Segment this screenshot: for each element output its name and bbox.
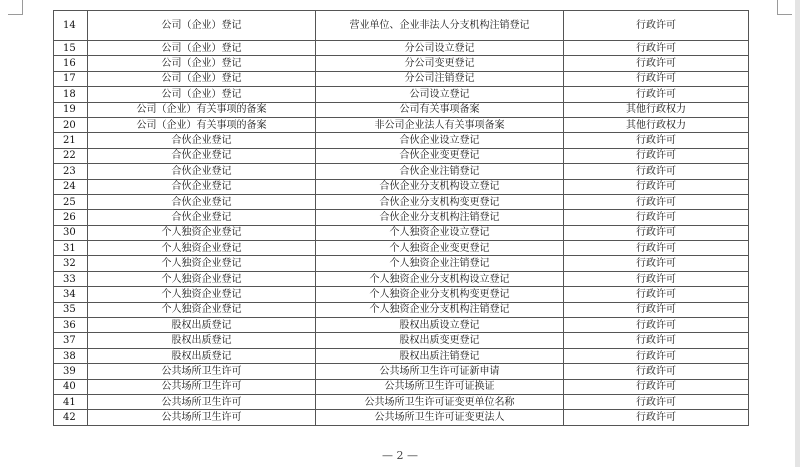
table-row <box>54 333 749 348</box>
row-number-cell: 32 <box>54 256 88 271</box>
category-cell: 合伙企业登记 <box>88 133 316 148</box>
item-name-cell: 公共场所卫生许可证新申请 <box>316 364 564 379</box>
item-name-cell: 股权出质注销登记 <box>316 348 564 363</box>
category-cell: 公司（企业）登记 <box>88 87 316 102</box>
row-number-cell: 14 <box>54 11 88 41</box>
item-name-cell: 公共场所卫生许可证变更法人 <box>316 410 564 425</box>
item-name-cell: 股权出质设立登记 <box>316 318 564 333</box>
item-name-cell: 公司有关事项备案 <box>316 102 564 117</box>
category-cell: 合伙企业登记 <box>88 179 316 194</box>
row-number-cell: 18 <box>54 87 88 102</box>
row-number-cell: 24 <box>54 179 88 194</box>
power-type-cell: 行政许可 <box>564 11 749 41</box>
item-name-cell: 股权出质变更登记 <box>316 333 564 348</box>
page-corner-mark-right <box>777 0 792 15</box>
table-row <box>54 164 749 179</box>
table-row <box>54 71 749 86</box>
row-number-cell: 25 <box>54 194 88 209</box>
category-cell: 股权出质登记 <box>88 318 316 333</box>
table-body <box>54 11 749 426</box>
power-type-cell: 行政许可 <box>564 287 749 302</box>
table-row <box>54 56 749 71</box>
row-number-cell: 35 <box>54 302 88 317</box>
table-row <box>54 102 749 117</box>
category-cell: 股权出质登记 <box>88 348 316 363</box>
row-number-cell: 15 <box>54 41 88 56</box>
row-number-cell: 26 <box>54 210 88 225</box>
table-row <box>54 241 749 256</box>
category-cell: 合伙企业登记 <box>88 148 316 163</box>
table-row <box>54 256 749 271</box>
row-number-cell: 38 <box>54 348 88 363</box>
power-type-cell: 行政许可 <box>564 271 749 286</box>
row-number-cell: 23 <box>54 164 88 179</box>
item-name-cell: 个人独资企业分支机构变更登记 <box>316 287 564 302</box>
table-row <box>54 148 749 163</box>
power-type-cell: 行政许可 <box>564 56 749 71</box>
row-number-cell: 22 <box>54 148 88 163</box>
row-number-cell: 20 <box>54 117 88 132</box>
category-cell: 个人独资企业登记 <box>88 225 316 240</box>
item-name-cell: 合伙企业分支机构设立登记 <box>316 179 564 194</box>
item-name-cell: 公共场所卫生许可证换证 <box>316 379 564 394</box>
power-type-cell: 行政许可 <box>564 210 749 225</box>
category-cell: 公共场所卫生许可 <box>88 379 316 394</box>
category-cell: 个人独资企业登记 <box>88 302 316 317</box>
power-type-cell: 行政许可 <box>564 241 749 256</box>
item-name-cell: 非公司企业法人有关事项备案 <box>316 117 564 132</box>
item-name-cell: 公共场所卫生许可证变更单位名称 <box>316 394 564 409</box>
category-cell: 公共场所卫生许可 <box>88 364 316 379</box>
table-row <box>54 41 749 56</box>
table-row <box>54 11 749 41</box>
power-type-cell: 行政许可 <box>564 87 749 102</box>
item-name-cell: 合伙企业分支机构变更登记 <box>316 194 564 209</box>
table-row <box>54 348 749 363</box>
table-row <box>54 87 749 102</box>
item-name-cell: 个人独资企业分支机构设立登记 <box>316 271 564 286</box>
table-row <box>54 394 749 409</box>
item-name-cell: 分公司注销登记 <box>316 71 564 86</box>
row-number-cell: 17 <box>54 71 88 86</box>
item-name-cell: 营业单位、企业非法人分支机构注销登记 <box>316 11 564 41</box>
power-type-cell: 行政许可 <box>564 133 749 148</box>
table-row <box>54 379 749 394</box>
item-name-cell: 个人独资企业分支机构注销登记 <box>316 302 564 317</box>
category-cell: 个人独资企业登记 <box>88 256 316 271</box>
category-cell: 公司（企业）登记 <box>88 71 316 86</box>
table-row <box>54 302 749 317</box>
row-number-cell: 19 <box>54 102 88 117</box>
item-name-cell: 合伙企业设立登记 <box>316 133 564 148</box>
power-type-cell: 行政许可 <box>564 348 749 363</box>
power-type-cell: 行政许可 <box>564 379 749 394</box>
category-cell: 个人独资企业登记 <box>88 241 316 256</box>
page-scroll-edge <box>795 0 800 467</box>
item-name-cell: 公司设立登记 <box>316 87 564 102</box>
row-number-cell: 31 <box>54 241 88 256</box>
power-type-cell: 行政许可 <box>564 194 749 209</box>
row-number-cell: 40 <box>54 379 88 394</box>
category-cell: 公司（企业）登记 <box>88 11 316 41</box>
power-type-cell: 行政许可 <box>564 318 749 333</box>
power-type-cell: 行政许可 <box>564 302 749 317</box>
category-cell: 合伙企业登记 <box>88 194 316 209</box>
category-cell: 公司（企业）登记 <box>88 41 316 56</box>
table-row <box>54 271 749 286</box>
power-type-cell: 行政许可 <box>564 364 749 379</box>
row-number-cell: 30 <box>54 225 88 240</box>
category-cell: 个人独资企业登记 <box>88 287 316 302</box>
table-row <box>54 364 749 379</box>
row-number-cell: 21 <box>54 133 88 148</box>
table-row <box>54 117 749 132</box>
page-corner-mark-left <box>8 0 23 15</box>
row-number-cell: 16 <box>54 56 88 71</box>
category-cell: 合伙企业登记 <box>88 164 316 179</box>
power-type-cell: 行政许可 <box>564 179 749 194</box>
table-row <box>54 194 749 209</box>
row-number-cell: 41 <box>54 394 88 409</box>
item-name-cell: 合伙企业变更登记 <box>316 148 564 163</box>
power-type-cell: 行政许可 <box>564 164 749 179</box>
registration-items-table <box>53 10 749 426</box>
row-number-cell: 36 <box>54 318 88 333</box>
row-number-cell: 33 <box>54 271 88 286</box>
power-type-cell: 行政许可 <box>564 410 749 425</box>
power-type-cell: 行政许可 <box>564 71 749 86</box>
item-name-cell: 分公司设立登记 <box>316 41 564 56</box>
item-name-cell: 个人独资企业变更登记 <box>316 241 564 256</box>
table-row <box>54 410 749 425</box>
power-type-cell: 行政许可 <box>564 41 749 56</box>
category-cell: 合伙企业登记 <box>88 210 316 225</box>
item-name-cell: 分公司变更登记 <box>316 56 564 71</box>
item-name-cell: 合伙企业分支机构注销登记 <box>316 210 564 225</box>
table-row <box>54 133 749 148</box>
table-row <box>54 287 749 302</box>
power-type-cell: 行政许可 <box>564 394 749 409</box>
row-number-cell: 39 <box>54 364 88 379</box>
row-number-cell: 42 <box>54 410 88 425</box>
power-type-cell: 行政许可 <box>564 333 749 348</box>
table-row <box>54 179 749 194</box>
power-type-cell: 其他行政权力 <box>564 102 749 117</box>
category-cell: 个人独资企业登记 <box>88 271 316 286</box>
category-cell: 公共场所卫生许可 <box>88 410 316 425</box>
table-row <box>54 318 749 333</box>
item-name-cell: 个人独资企业注销登记 <box>316 256 564 271</box>
category-cell: 公司（企业）登记 <box>88 56 316 71</box>
power-type-cell: 其他行政权力 <box>564 117 749 132</box>
row-number-cell: 34 <box>54 287 88 302</box>
category-cell: 股权出质登记 <box>88 333 316 348</box>
power-type-cell: 行政许可 <box>564 225 749 240</box>
item-name-cell: 合伙企业注销登记 <box>316 164 564 179</box>
power-type-cell: 行政许可 <box>564 148 749 163</box>
category-cell: 公共场所卫生许可 <box>88 394 316 409</box>
power-type-cell: 行政许可 <box>564 256 749 271</box>
table-row <box>54 225 749 240</box>
category-cell: 公司（企业）有关事项的备案 <box>88 117 316 132</box>
page-number: — 2 — <box>382 449 418 462</box>
item-name-cell: 个人独资企业设立登记 <box>316 225 564 240</box>
row-number-cell: 37 <box>54 333 88 348</box>
table-row <box>54 210 749 225</box>
category-cell: 公司（企业）有关事项的备案 <box>88 102 316 117</box>
